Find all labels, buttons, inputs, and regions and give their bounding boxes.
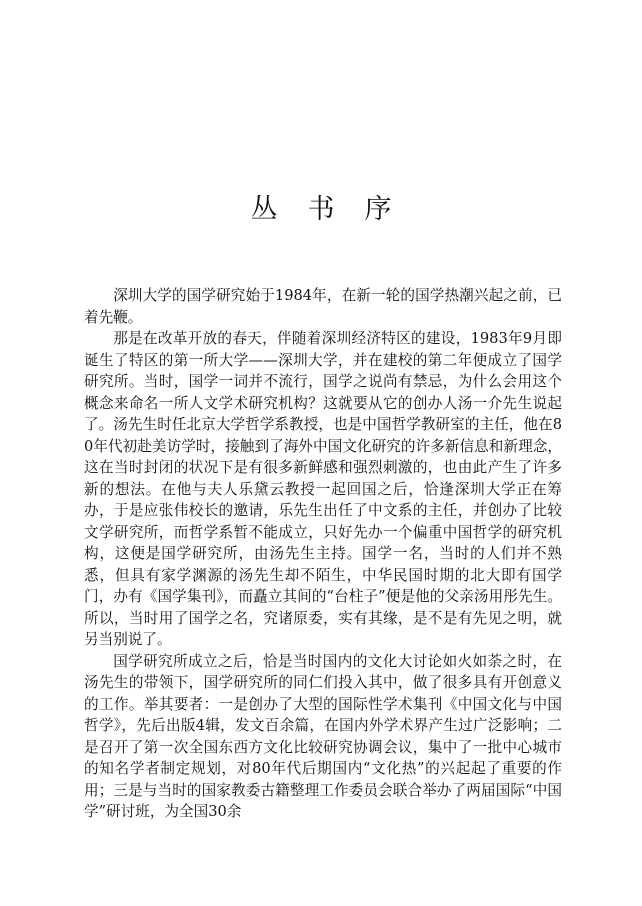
preface-body <box>84 285 562 823</box>
page-title: 丛书序 <box>250 194 422 225</box>
paragraph-3: 国学研究所成立之后，恰是当时国内的文化大讨论如火如荼之时，在汤先生的带领下，国学研究所的同仁们投入其中，做了很多具有开创意义的工作。举其要者：一是创办了大型的国际性学术集刊《中国文化与中国哲学》，先后出版4辑，发文百余篇，在国内外学术界产生过广泛影响；二是召开了第一次全国东西方文化比较研究协调会议，集中了一批中心城市的知名学者制定规划，对80年代后期国内“文化热”的兴起起了重要的作用；三是与当时的国家教委古籍整理工作委员会联合举办了两届国际“中国学”研讨班，为全国30余 <box>84 652 562 820</box>
paragraph-2: 那是在改革开放的春天，伴随着深圳经济特区的建设，1983年9月即诞生了特区的第一所大学——深圳大学，并在建校的第二年便成立了国学研究所。当时，国学一词并不流行，国学之说尚有禁忌，为什么会用这个概念来命名一所人文学术研究机构？这就要从它的创办人汤一介先生说起了。汤先生时任北京大学哲学系教授，也是中国哲学教研室的主任，他在80年代初赴美访学时，接触到了海外中国文化研究的许多新信息和新理念，这在当时封闭的状况下是有很多新鲜感和强烈刺激的，也由此产生了许多新的想法。在他与夫人乐黛云教授一起回国之后，恰逢深圳大学正在筹办，于是应张伟校长的邀请，乐先生出任了中文系的主任，并创办了比较文学研究所，而哲学系暂不能成立，只好先办一个偏重中国哲学的研究机构，这便是国学研究所，由汤先生主持。国学一名，当时的人们并不熟悉，但具有家学渊源的汤先生却不陌生，中华民国时期的北大即有国学门，办有《国学集刊》，而矗立其间的“台柱子”便是他的父亲汤用彤先生。所以，当时用了国学之名，究诸原委，实有其缘，是不是有先见之明，就另当别说了。 <box>84 330 562 648</box>
paragraph-1: 深圳大学的国学研究始于1984年，在新一轮的国学热潮兴起之前，已着先鞭。 <box>84 287 562 326</box>
